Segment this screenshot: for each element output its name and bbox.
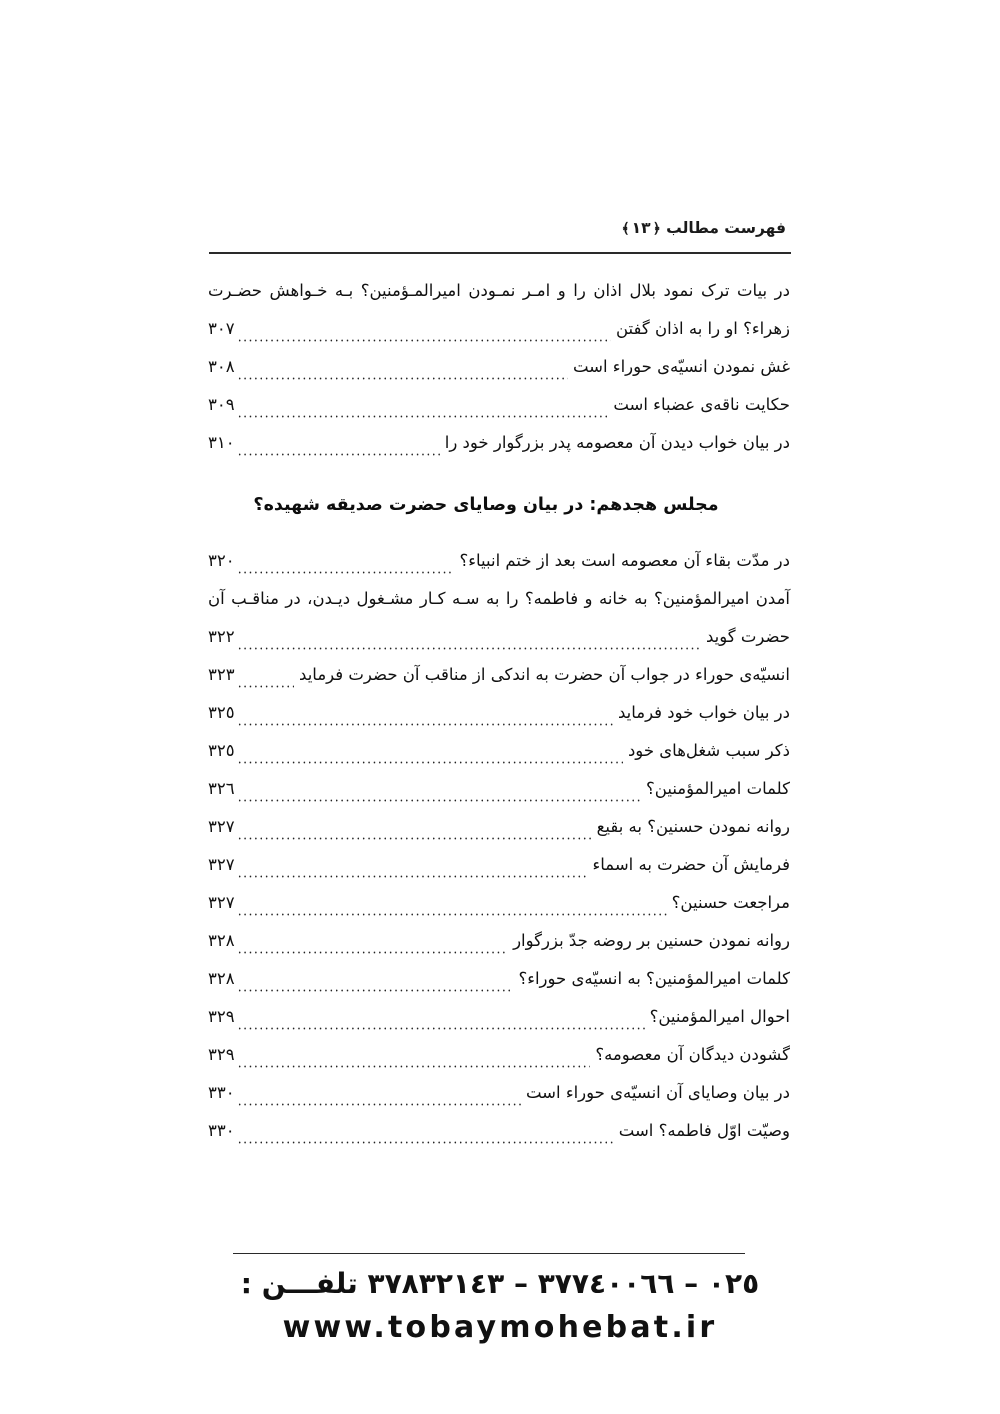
dot-leader [237,749,623,765]
dot-leader [237,977,514,993]
running-header [210,218,790,237]
toc-page-number: ٣٢٧ [208,855,235,874]
footer-divider-rule [233,1253,745,1254]
toc-entry [208,922,790,960]
dot-leader [237,403,609,419]
toc-entry [208,694,790,732]
toc-entry [208,846,790,884]
toc-entry-title: در مدّت بقاء آن معصومه است بعد از ختم انبیاء؟ [459,551,790,570]
folio-open-ornament: ﴿ [652,221,661,237]
toc-page-number: ٣٢٢ [208,627,235,646]
dot-leader [237,1053,591,1069]
toc-entry-line-1: آمدن امیرالمؤمنین؟ به خانه و فاطمه؟ را به سـه کـار مشـغول دیـدن، در مناقـب آن [208,589,790,608]
toc-entry-title: وصیّت اوّل فاطمه؟ است [618,1121,790,1140]
dot-leader [237,327,611,343]
toc-page-number: ٣٢٥ [208,703,235,722]
toc-entry-title: روانه نمودن حسنین بر روضه جدّ بزرگوار [513,931,790,950]
toc-page-number: ٣٢٩ [208,1045,235,1064]
dot-leader [237,787,641,803]
dot-leader [237,559,455,575]
toc-entry-title: کلمات امیرالمؤمنین؟ [646,779,790,798]
dot-leader [237,863,588,879]
toc-page-number: ٣٠٨ [208,357,235,376]
header-title: فهرست مطالب [666,219,786,237]
toc-entry-title: روانه نمودن حسنین؟ به بقیع [596,817,790,836]
table-of-contents [208,272,790,1150]
toc-entry-title: فرمایش آن حضرت به اسماء [592,855,790,874]
toc-page-number: ٣٢٧ [208,893,235,912]
page-folio-number: ١٣ [631,219,651,237]
toc-entry [208,884,790,922]
toc-entry-title: در بیان خواب دیدن آن معصومه پدر بزرگوار خود را [444,433,790,452]
folio-close-ornament: ﴾ [621,221,630,237]
toc-entry-title: کلمات امیرالمؤمنین؟ به انسیّه‌ی حوراء؟ [518,969,790,988]
toc-entry [208,998,790,1036]
toc-entry-title: غش نمودن انسیّه‌ی حوراء است [572,357,790,376]
toc-page-number: ٣٣٠ [208,1083,235,1102]
toc-entry [208,656,790,694]
toc-section-heading: مجلس هجدهم: در بیان وصایای حضرت صدیقه شهیده؟ [253,495,719,515]
toc-entry-tail [208,310,790,348]
dot-leader [237,939,508,955]
dot-leader [237,1015,645,1031]
toc-page-number: ٣٢٩ [208,1007,235,1026]
toc-page-number: ٣٣٠ [208,1121,235,1140]
toc-entry-title: ذکر سبب شغل‌های خود [627,741,790,760]
header-text [621,219,790,237]
footer-phone-line [210,1262,790,1306]
toc-entry [208,808,790,846]
toc-page-number: ٣٢٨ [208,969,235,988]
toc-entry [208,386,790,424]
toc-page-number: ٣٢٦ [208,779,235,798]
toc-page-number: ٣١٠ [208,433,235,452]
toc-entry [208,1074,790,1112]
toc-entry [208,272,790,348]
dot-leader [237,365,568,381]
dot-leader [237,711,613,727]
dot-leader [237,1091,521,1107]
dot-leader [237,901,667,917]
toc-page-number: ٣٢٨ [208,931,235,950]
toc-entry-line-1: در بیات ترک نمود بلال اذان را و امـر نمـودن امیرالمـؤمنین؟ بـه خـواهش حضـرت [208,281,790,300]
footer-website[interactable]: www.tobaymohebat.ir [282,1310,718,1345]
toc-entry [208,770,790,808]
dot-leader [237,1129,614,1145]
dot-leader [237,825,592,841]
toc-entry-tail [208,618,790,656]
toc-page-number: ٣٠٩ [208,395,235,414]
dot-leader [237,635,701,651]
page-footer [210,1262,790,1350]
toc-entry [208,580,790,656]
toc-entry-title: گشودن دیدگان آن معصومه؟ [595,1045,790,1064]
footer-phone-label: تلفـــن : [240,1267,358,1300]
toc-entry [208,542,790,580]
toc-entry-title: مراجعت حسنین؟ [671,893,790,912]
toc-entry [208,1112,790,1150]
footer-phone-numbers: ٠٢٥ – ٣٧٧٤٠٠٦٦ – ٣٧٨٣٢١٤٣ [367,1267,760,1300]
toc-entry-title: در بیان خواب خود فرماید [617,703,790,722]
toc-entry [208,348,790,386]
toc-entry [208,960,790,998]
toc-entry-title: احوال امیرالمؤمنین؟ [649,1007,790,1026]
toc-page-number: ٣٢٠ [208,551,235,570]
toc-page-number: ٣٢٧ [208,817,235,836]
toc-page-number: ٣٢٥ [208,741,235,760]
toc-entry [208,732,790,770]
toc-entry-title: در بیان وصایای آن انسیّه‌ی حوراء است [525,1083,790,1102]
dot-leader [237,441,440,457]
toc-entry [208,424,790,462]
toc-entry-title: حکایت ناقه‌ی عضباء است [613,395,790,414]
toc-entry-title: انسیّه‌ی حوراء در جواب آن حضرت به اندکی از مناقب آن حضرت فرماید [299,665,790,684]
dot-leader [237,673,294,689]
toc-entry [208,1036,790,1074]
header-divider-rule [209,252,791,254]
toc-entry-line-2: زهراء؟ او را به اذان گفتن [615,319,790,338]
toc-entry-line-2: حضرت گوید [705,627,790,646]
toc-page-number: ٣٢٣ [208,665,235,684]
toc-page-number: ٣٠٧ [208,319,235,338]
